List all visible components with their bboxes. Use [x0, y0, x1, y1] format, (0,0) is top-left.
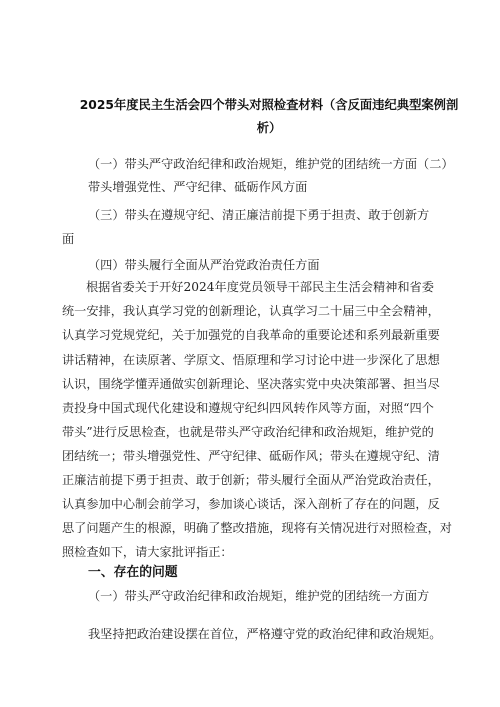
intro-line: 根据省委关于开好2024年度党员领导干部民主生活会精神和省委: [86, 280, 434, 294]
section-heading: 一、存在的问题: [88, 565, 178, 580]
intro-line: 统一安排，我认真学习党的创新理论，认真学习二十届三中全会精神，: [62, 304, 440, 318]
toc-line: （四）带头履行全面从严治党政治责任方面: [88, 258, 320, 272]
document-title: 2025年度民主生活会四个带头对照检查材料（含反面违纪典型案例剖析）: [79, 98, 459, 135]
intro-line: 照检查如下，请大家批评指正：: [62, 545, 233, 559]
body-paragraph: 我坚持把政治建设摆在首位，严格遵守党的政治纪律和政治规矩。: [88, 627, 442, 641]
intro-line: 认识，围绕学懂弄通做实创新理论、坚决落实党中央决策部署、担当尽: [62, 377, 440, 391]
intro-line: 责投身中国式现代化建设和遵规守纪纠四风转作风等方面，对照“四个: [62, 401, 434, 415]
subsection-heading: （一）带头严守政治纪律和政治规矩，维护党的团结统一方面方: [88, 589, 430, 603]
intro-line: 讲话精神，在读原著、学原文、悟原理和学习讨论中进一步深化了思想: [62, 353, 440, 367]
intro-line: 认真学习党规党纪，关于加强党的自我革命的重要论述和系列最新重要: [62, 328, 440, 342]
toc-line: （三）带头在遵规守纪、清正廉洁前提下勇于担责、敢于创新方: [88, 208, 430, 222]
intro-line: 思了问题产生的根源，明确了整改措施，现将有关情况进行对照检查，对: [62, 521, 452, 535]
intro-line: 带头”进行反思检查，也就是带头严守政治纪律和政治规矩，维护党的: [62, 425, 434, 439]
toc-line: 带头增强党性、严守纪律、砥砺作风方面: [88, 180, 308, 194]
toc-line: 面: [62, 232, 75, 246]
toc-line: （一）带头严守政治纪律和政治规矩，维护党的团结统一方面（二）: [88, 157, 454, 171]
intro-line: 认真参加中心制会前学习，参加谈心谈话，深入剖析了存在的问题，反: [62, 497, 440, 511]
intro-line: 团结统一；带头增强党性、严守纪律、砥砺作风；带头在遵规守纪、清: [62, 449, 440, 463]
intro-line: 正廉洁前提下勇于担责、敢于创新；带头履行全面从严治党政治责任，: [62, 473, 440, 487]
